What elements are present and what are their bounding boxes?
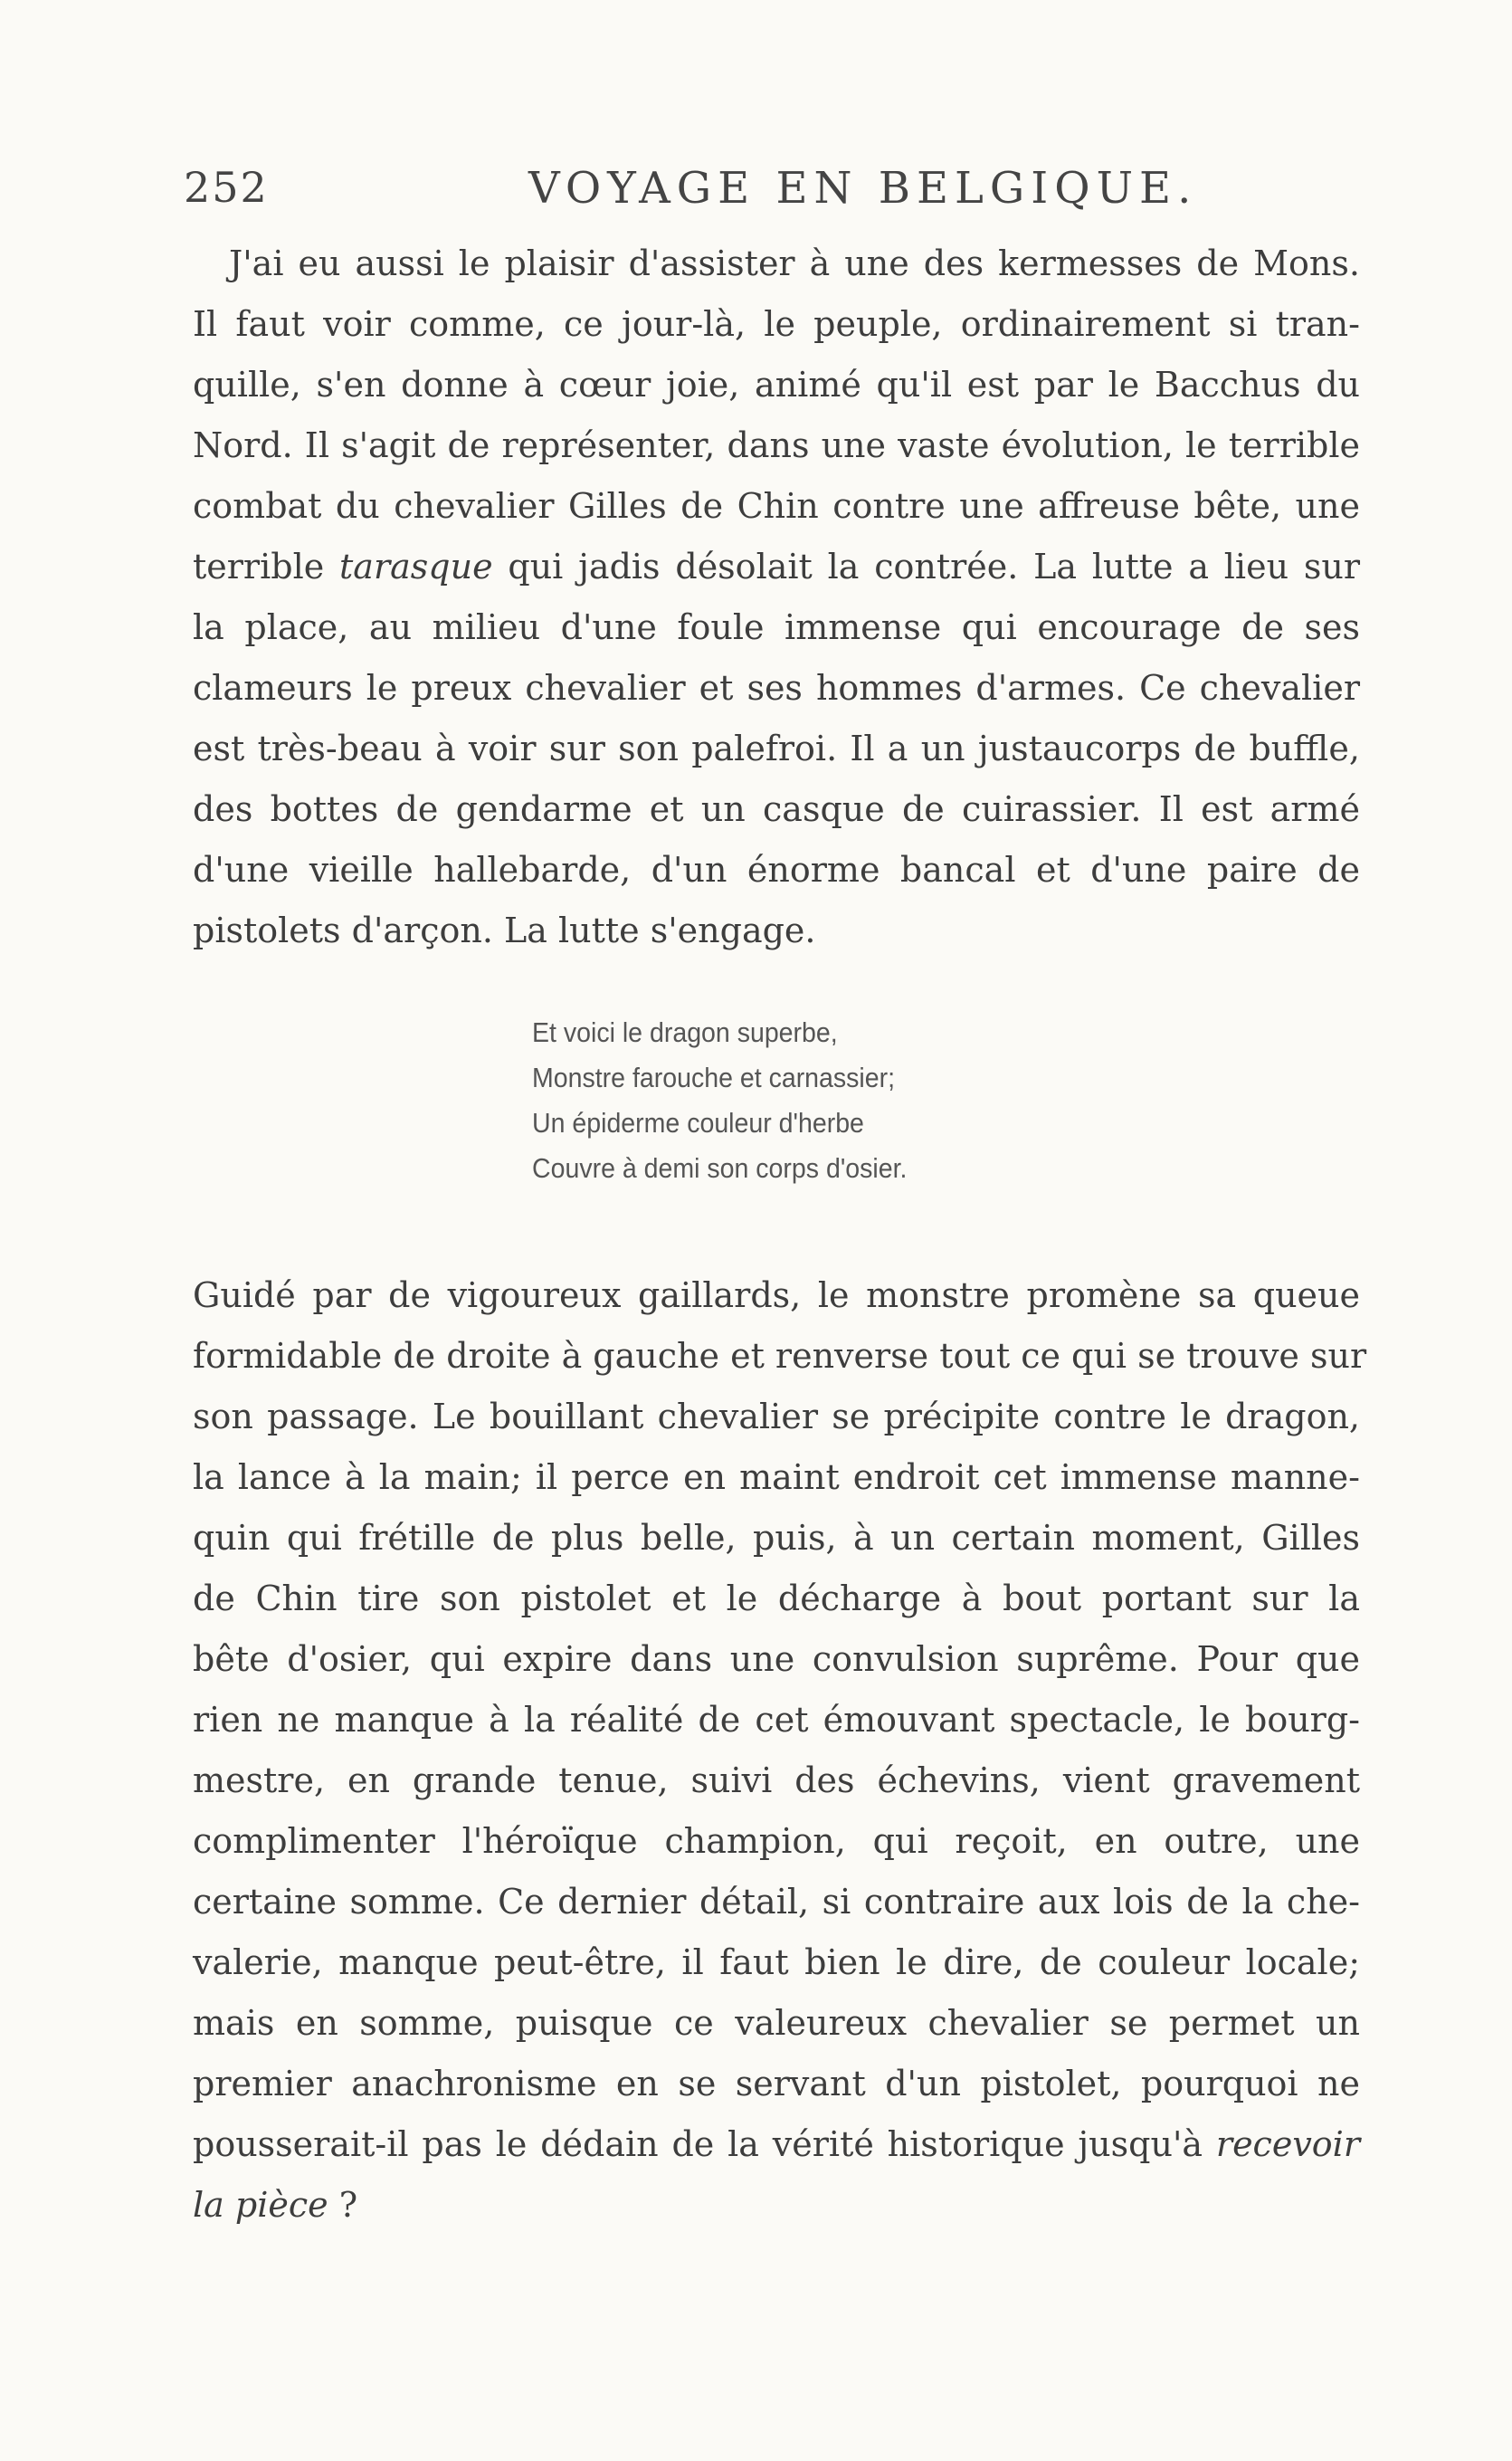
text-line: la place, au milieu d'une foule immense qui encourage de ses (193, 607, 1360, 647)
text-segment: qui jadis désolait la contrée. La lutte a lieu sur (492, 547, 1360, 587)
verse-line: Et voici le dragon superbe, (532, 1016, 838, 1048)
text-line: premier anachronisme en se servant d'un pistolet, pourquoi ne (193, 2064, 1360, 2103)
running-head: VOYAGE EN BELGIQUE. (528, 163, 1198, 214)
italic-term: la pièce (193, 2185, 328, 2225)
text-line: combat du chevalier Gilles de Chin contre une affreuse bête, une (193, 486, 1360, 526)
text-line: des bottes de gendarme et un casque de cuirassier. Il est armé (193, 789, 1360, 829)
text-line: d'une vieille hallebarde, d'un énorme bancal et d'une paire de (193, 850, 1360, 890)
text-line: bête d'osier, qui expire dans une convulsion suprême. Pour que (193, 1639, 1360, 1679)
text-line: clameurs le preux chevalier et ses hommes d'armes. Ce chevalier (193, 668, 1360, 708)
text-line: quille, s'en donne à cœur joie, animé qu'il est par le Bacchus du (193, 365, 1360, 405)
verse-line: Couvre à demi son corps d'osier. (532, 1152, 908, 1184)
text-line: Il faut voir comme, ce jour-là, le peuple, ordinairement si tran- (193, 304, 1360, 344)
paragraph-2 (193, 1265, 1367, 2236)
verse-line: Monstre farouche et carnassier; (532, 1062, 896, 1093)
verse-quotation (532, 1010, 1198, 1191)
text-line: valerie, manque peut-être, il faut bien le dire, de couleur locale; (193, 1942, 1360, 1982)
text-line: Guidé par de vigoureux gaillards, le monstre promène sa queue (193, 1275, 1360, 1315)
paragraph-1 (193, 234, 1360, 961)
text-line: mestre, en grande tenue, suivi des échevins, vient gravement (193, 1760, 1360, 1800)
text-line: mais en somme, puisque ce valeureux chevalier se permet un (193, 2003, 1360, 2043)
text-line: la lance à la main; il perce en maint endroit cet immense manne- (193, 1457, 1360, 1497)
text-line: certaine somme. Ce dernier détail, si contraire aux lois de la che- (193, 1882, 1360, 1922)
text-line (193, 537, 1360, 597)
text-segment: terrible (193, 547, 340, 587)
verse-line: Un épiderme couleur d'herbe (532, 1107, 864, 1139)
italic-term: tarasque (339, 547, 493, 587)
text-line: rien ne manque à la réalité de cet émouvant spectacle, le bourg- (193, 1700, 1360, 1740)
text-line: formidable de droite à gauche et renverse tout ce qui se trouve sur (193, 1336, 1367, 1376)
text-line: quin qui frétille de plus belle, puis, à un certain moment, Gilles (193, 1518, 1360, 1558)
text-line: complimenter l'héroïque champion, qui reçoit, en outre, une (193, 1821, 1360, 1861)
text-segment: ? (328, 2185, 358, 2225)
italic-term: recevoir (1215, 2124, 1360, 2164)
text-line: son passage. Le bouillant chevalier se précipite contre le dragon, (193, 1397, 1360, 1436)
text-line: est très-beau à voir sur son palefroi. Il a un justaucorps de buffle, (193, 729, 1360, 768)
text-line: Nord. Il s'agit de représenter, dans une vaste évolution, le terrible (193, 425, 1360, 465)
page-header (184, 163, 1360, 226)
text-line: J'ai eu aussi le plaisir d'assister à une des kermesses de Mons. (229, 243, 1360, 283)
text-line: de Chin tire son pistolet et le décharge à bout portant sur la (193, 1579, 1360, 1618)
text-line (193, 2175, 1360, 2236)
text-segment: pousserait-il pas le dédain de la vérité historique jusqu'à (193, 2124, 1216, 2164)
text-line (193, 2114, 1360, 2175)
page-number: 252 (184, 163, 269, 212)
text-line: pistolets d'arçon. La lutte s'engage. (193, 911, 816, 950)
